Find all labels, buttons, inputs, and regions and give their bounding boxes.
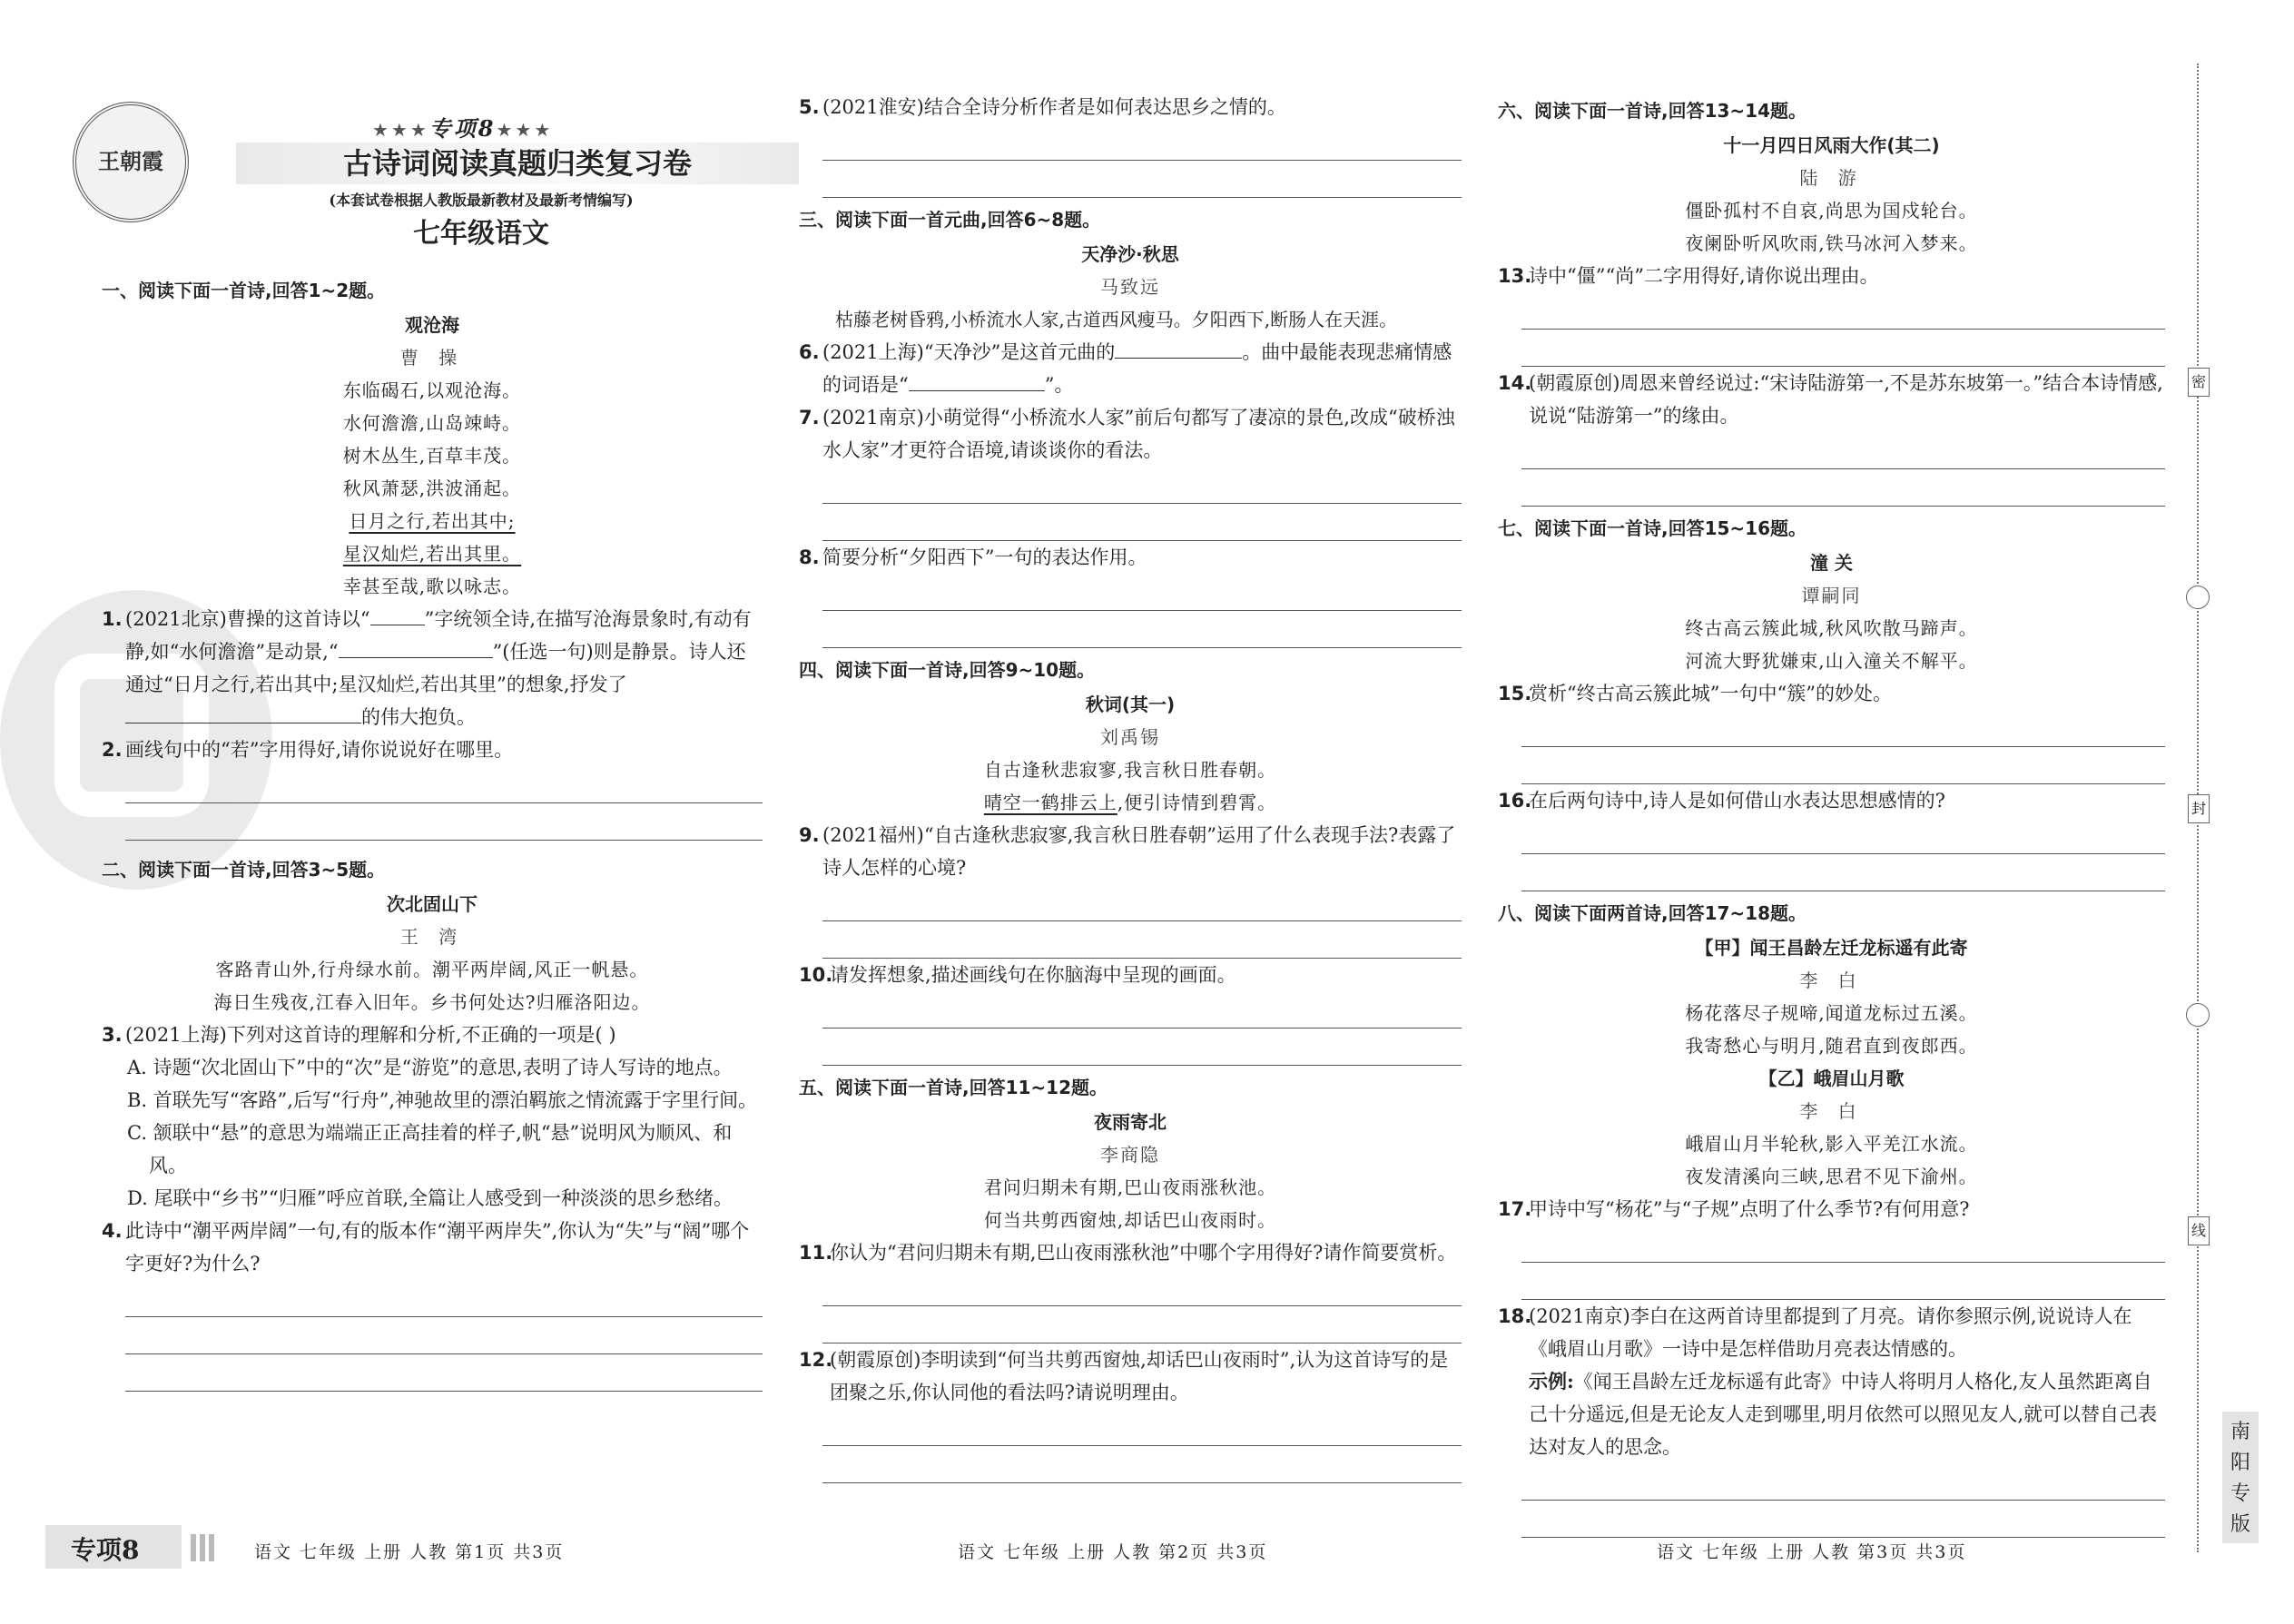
- answer-line[interactable]: [822, 467, 1462, 504]
- answer-line[interactable]: [822, 1029, 1462, 1066]
- poem-line: 夜阑卧听风吹雨,铁马冰河入梦来。: [1685, 232, 1978, 254]
- answer-line[interactable]: [125, 1280, 763, 1317]
- question-10: 10. 请发挥想象,描述画线句在你脑海中呈现的画面。: [799, 964, 1236, 986]
- question-1: 1. (2021北京)曹操的这首诗以“ ”字统领全诗,在描写沧海景象时,有动有静,如“水何澹澹”是动景,“ ”(任选一句)则是静景。诗人还通过“日月之行,若出其中;星汉灿烂,若出其里”的想象,抒发了的伟大抱负。: [102, 603, 763, 733]
- question-18: 18. (2021南京)李白在这两首诗里都提到了月亮。请你参照示例,说说诗人在《峨眉山月歌》一诗中是怎样借助月亮表达情感的。: [1498, 1305, 2132, 1360]
- poem-title: 潼 关: [1810, 552, 1853, 574]
- answer-line[interactable]: [1521, 1501, 2165, 1538]
- answer-line[interactable]: [1521, 1463, 2165, 1501]
- answer-line[interactable]: [822, 123, 1462, 161]
- poem-author: 陆 游: [1799, 167, 1864, 189]
- answer-line[interactable]: [822, 1446, 1462, 1483]
- poem-author: 马致远: [1100, 276, 1160, 298]
- section-7-heading: 七、阅读下面一首诗,回答15~16题。: [1498, 517, 1807, 539]
- poem-title: 夜雨寄北: [1094, 1111, 1167, 1133]
- question-6: 6. (2021上海)“天净沙”是这首元曲的 。曲中最能表现悲痛情感的词语是“ ”。: [799, 336, 1462, 401]
- poem-line: 东临碣石,以观沧海。: [342, 379, 522, 401]
- answer-line[interactable]: [822, 611, 1462, 648]
- special-badge: 专项8: [45, 1525, 182, 1569]
- poem-line: 客路青山外,行舟绿水前。潮平两岸阔,风正一帆悬。: [215, 959, 649, 980]
- poem-title: 【乙】峨眉山月歌: [1758, 1068, 1905, 1089]
- question-13: 13. 诗中“僵”“尚”二字用得好,请你说出理由。: [1498, 265, 1879, 287]
- poem-line: 杨花落尽子规啼,闻道龙标过五溪。: [1685, 1002, 1978, 1024]
- seal-mark: 封: [2188, 794, 2210, 823]
- answer-line[interactable]: [1521, 817, 2165, 854]
- poem-line: 夜发清溪向三峡,思君不见下渝州。: [1685, 1166, 1978, 1187]
- poem-line: 终古高云簇此城,秋风吹散马蹄声。: [1685, 617, 1978, 639]
- question-7: 7. (2021南京)小萌觉得“小桥流水人家”前后句都写了凄凉的景色,改成“破桥浊水人家”才更符合语境,请谈谈你的看法。: [799, 407, 1455, 461]
- poem-line: 海日生残夜,江春入旧年。乡书何处达?归雁洛阳边。: [213, 991, 651, 1013]
- option-b: B. 首联先写“客路”,后写“行舟”,神驰故里的漂泊羁旅之情流露于字里行间。: [127, 1089, 758, 1111]
- answer-line[interactable]: [1521, 1225, 2165, 1263]
- poem-title: 【甲】闻王昌龄左迁龙标遥有此寄: [1695, 937, 1968, 959]
- section-2-heading: 二、阅读下面一首诗,回答3~5题。: [102, 859, 386, 881]
- answer-blank[interactable]: [909, 370, 1045, 391]
- grade-subject: 七年级语文: [413, 218, 549, 250]
- answer-line[interactable]: [822, 574, 1462, 611]
- answer-line[interactable]: [1521, 330, 2165, 367]
- question-5: 5. (2021淮安)结合全诗分析作者是如何表达思乡之情的。: [799, 96, 1286, 118]
- answer-line[interactable]: [822, 921, 1462, 959]
- poem-author: 王 湾: [399, 926, 465, 948]
- answer-line[interactable]: [125, 766, 763, 803]
- answer-line[interactable]: [1521, 747, 2165, 784]
- answer-line[interactable]: [125, 1354, 763, 1392]
- poem-line-underlined: 星汉灿烂,若出其里。: [342, 543, 522, 565]
- poem-title: 秋词(其一): [1085, 694, 1176, 715]
- exam-title: 古诗词阅读真题归类复习卷: [236, 143, 799, 184]
- poem-line-underlined: 晴空一鹤排云上: [983, 792, 1117, 813]
- answer-line[interactable]: [822, 161, 1462, 198]
- answer-blank[interactable]: [125, 703, 361, 723]
- binding-hole-icon: [2186, 586, 2210, 609]
- poem-line: 我寄愁心与明月,随君直到夜郎西。: [1685, 1035, 1978, 1057]
- poem-line: 自古逢秋悲寂寥,我言秋日胜春朝。: [983, 759, 1277, 781]
- poem-author: 李 白: [1799, 969, 1864, 991]
- poem-line: 僵卧孤村不自哀,尚思为国戍轮台。: [1685, 200, 1978, 221]
- footer-page-2: 语文 七年级 上册 人教 第2页 共3页: [958, 1542, 1268, 1562]
- decorative-dots: [191, 1534, 214, 1561]
- poem-title: 天净沙·秋思: [1081, 243, 1179, 265]
- question-9: 9. (2021福州)“自古逢秋悲寂寥,我言秋日胜春朝”运用了什么表现手法?表露了诗人怎样的心境?: [799, 824, 1456, 879]
- section-1-heading: 一、阅读下面一首诗,回答1~2题。: [102, 280, 386, 301]
- column-2: [799, 91, 1462, 1483]
- question-16: 16. 在后两句诗中,诗人是如何借山水表达思想感情的?: [1498, 790, 1945, 812]
- answer-line[interactable]: [822, 884, 1462, 921]
- answer-blank[interactable]: [339, 637, 493, 658]
- special-label: ★★★专项8★★★: [372, 115, 554, 142]
- poem-line: 何当共剪西窗烛,却话巴山夜雨时。: [983, 1209, 1277, 1231]
- poem-line: 河流大野犹嫌束,山入潼关不解平。: [1685, 650, 1978, 672]
- option-a: A. 诗题“次北固山下”中的“次”是“游览”的意思,表明了诗人写诗的地点。: [127, 1057, 733, 1078]
- answer-line[interactable]: [822, 1409, 1462, 1446]
- answer-line[interactable]: [125, 803, 763, 841]
- question-4: 4. 此诗中“潮平两岸阔”一句,有的版本作“潮平两岸失”,你认为“失”与“阔”哪个字更好?为什么?: [102, 1220, 750, 1275]
- footer-page-3: 语文 七年级 上册 人教 第3页 共3页: [1657, 1542, 1967, 1562]
- answer-line[interactable]: [822, 991, 1462, 1029]
- poem-author: 刘禹锡: [1100, 726, 1160, 748]
- poem-line: 树木丛生,百草丰茂。: [342, 445, 522, 467]
- poem-line: 君问归期未有期,巴山夜雨涨秋池。: [983, 1176, 1277, 1198]
- answer-line[interactable]: [1521, 1263, 2165, 1300]
- question-2: 2. 画线句中的“若”字用得好,请你说说好在哪里。: [102, 739, 514, 761]
- question-3: 3. (2021上海)下列对这首诗的理解和分析,不正确的一项是( ): [102, 1024, 616, 1046]
- question-17: 17. 甲诗中写“杨花”与“子规”点明了什么季节?有何用意?: [1498, 1198, 1970, 1220]
- exam-header: [73, 102, 744, 261]
- brand-logo: 王朝霞: [73, 102, 189, 222]
- section-4-heading: 四、阅读下面一首诗,回答9~10题。: [799, 659, 1096, 681]
- option-c: C. 颔联中“悬”的意思为端端正正高挂着的样子,帆“悬”说明风为顺风、和风。: [127, 1122, 733, 1176]
- answer-line[interactable]: [1521, 432, 2165, 469]
- poem-line: 幸甚至哉,歌以咏志。: [342, 576, 522, 597]
- answer-line[interactable]: [822, 1306, 1462, 1343]
- seal-mark: 密: [2188, 368, 2210, 397]
- poem-line: 峨眉山月半轮秋,影入平羌江水流。: [1685, 1133, 1978, 1155]
- section-6-heading: 六、阅读下面一首诗,回答13~14题。: [1498, 100, 1807, 122]
- column-3: [1498, 91, 2165, 1538]
- answer-line[interactable]: [1521, 469, 2165, 507]
- answer-line[interactable]: [822, 504, 1462, 541]
- poem-author: 李商隐: [1100, 1144, 1160, 1166]
- question-12: 12. (朝霞原创)李明读到“何当共剪西窗烛,却话巴山夜雨时”,认为这首诗写的是团聚之乐,你认同他的看法吗?请说明理由。: [799, 1349, 1449, 1403]
- poem-line-underlined: 日月之行,若出其中;: [349, 510, 516, 532]
- answer-line[interactable]: [1521, 854, 2165, 891]
- poem-author: 李 白: [1799, 1100, 1864, 1122]
- section-5-heading: 五、阅读下面一首诗,回答11~12题。: [799, 1077, 1108, 1098]
- exam-subtitle: (本套试卷根据人教版最新教材及最新考情编写): [329, 192, 634, 209]
- poem-line: 水何澹澹,山岛竦峙。: [342, 412, 522, 434]
- section-8-heading: 八、阅读下面两首诗,回答17~18题。: [1498, 902, 1807, 924]
- option-d: D. 尾联中“乡书”“归雁”呼应首联,全篇让人感受到一种淡淡的思乡愁绪。: [127, 1187, 733, 1209]
- poem-title: 观沧海: [405, 314, 459, 336]
- binding-hole-icon: [2186, 1003, 2210, 1027]
- edition-label: 南 阳 专 版: [2222, 1412, 2259, 1543]
- question-15: 15. 赏析“终古高云簇此城”一句中“簇”的妙处。: [1498, 683, 1892, 704]
- question-8: 8. 简要分析“夕阳西下”一句的表达作用。: [799, 546, 1147, 568]
- poem-author: 谭嗣同: [1801, 585, 1862, 606]
- question-14: 14. (朝霞原创)周恩来曾经说过:“宋诗陆游第一,不是苏东坡第一。”结合本诗情感,说说“陆游第一”的缘由。: [1498, 372, 2163, 427]
- section-3-heading: 三、阅读下面一首元曲,回答6~8题。: [799, 209, 1101, 231]
- answer-line[interactable]: [1521, 292, 2165, 330]
- column-1: [102, 271, 763, 1392]
- poem-line: 晴空一鹤排云上,便引诗情到碧霄。: [983, 792, 1277, 813]
- answer-line[interactable]: [125, 1317, 763, 1354]
- footer-page-1: 语文 七年级 上册 人教 第1页 共3页: [254, 1542, 565, 1562]
- poem-text: 枯藤老树昏鸦,小桥流水人家,古道西风瘦马。夕阳西下,断肠人在天涯。: [835, 309, 1398, 330]
- answer-line[interactable]: [1521, 710, 2165, 747]
- answer-blank[interactable]: [1115, 338, 1242, 359]
- poem-title: 次北固山下: [387, 893, 478, 915]
- poem-title: 十一月四日风雨大作(其二): [1723, 134, 1940, 156]
- answer-blank[interactable]: [370, 605, 425, 625]
- answer-line[interactable]: [822, 1269, 1462, 1306]
- example-text: 示例:《闻王昌龄左迁龙标遥有此寄》中诗人将明月人格化,友人虽然距离自己十分遥远,但是无论友人走到哪里,明月依然可以照见友人,就可以替自己表达对友人的思念。: [1529, 1370, 2158, 1458]
- poem-line: 秋风萧瑟,洪波涌起。: [342, 477, 522, 499]
- seal-mark: 线: [2188, 1216, 2210, 1245]
- question-11: 11. 你认为“君问归期未有期,巴山夜雨涨秋池”中哪个字用得好?请作简要赏析。: [799, 1242, 1457, 1264]
- poem-author: 曹 操: [399, 347, 465, 369]
